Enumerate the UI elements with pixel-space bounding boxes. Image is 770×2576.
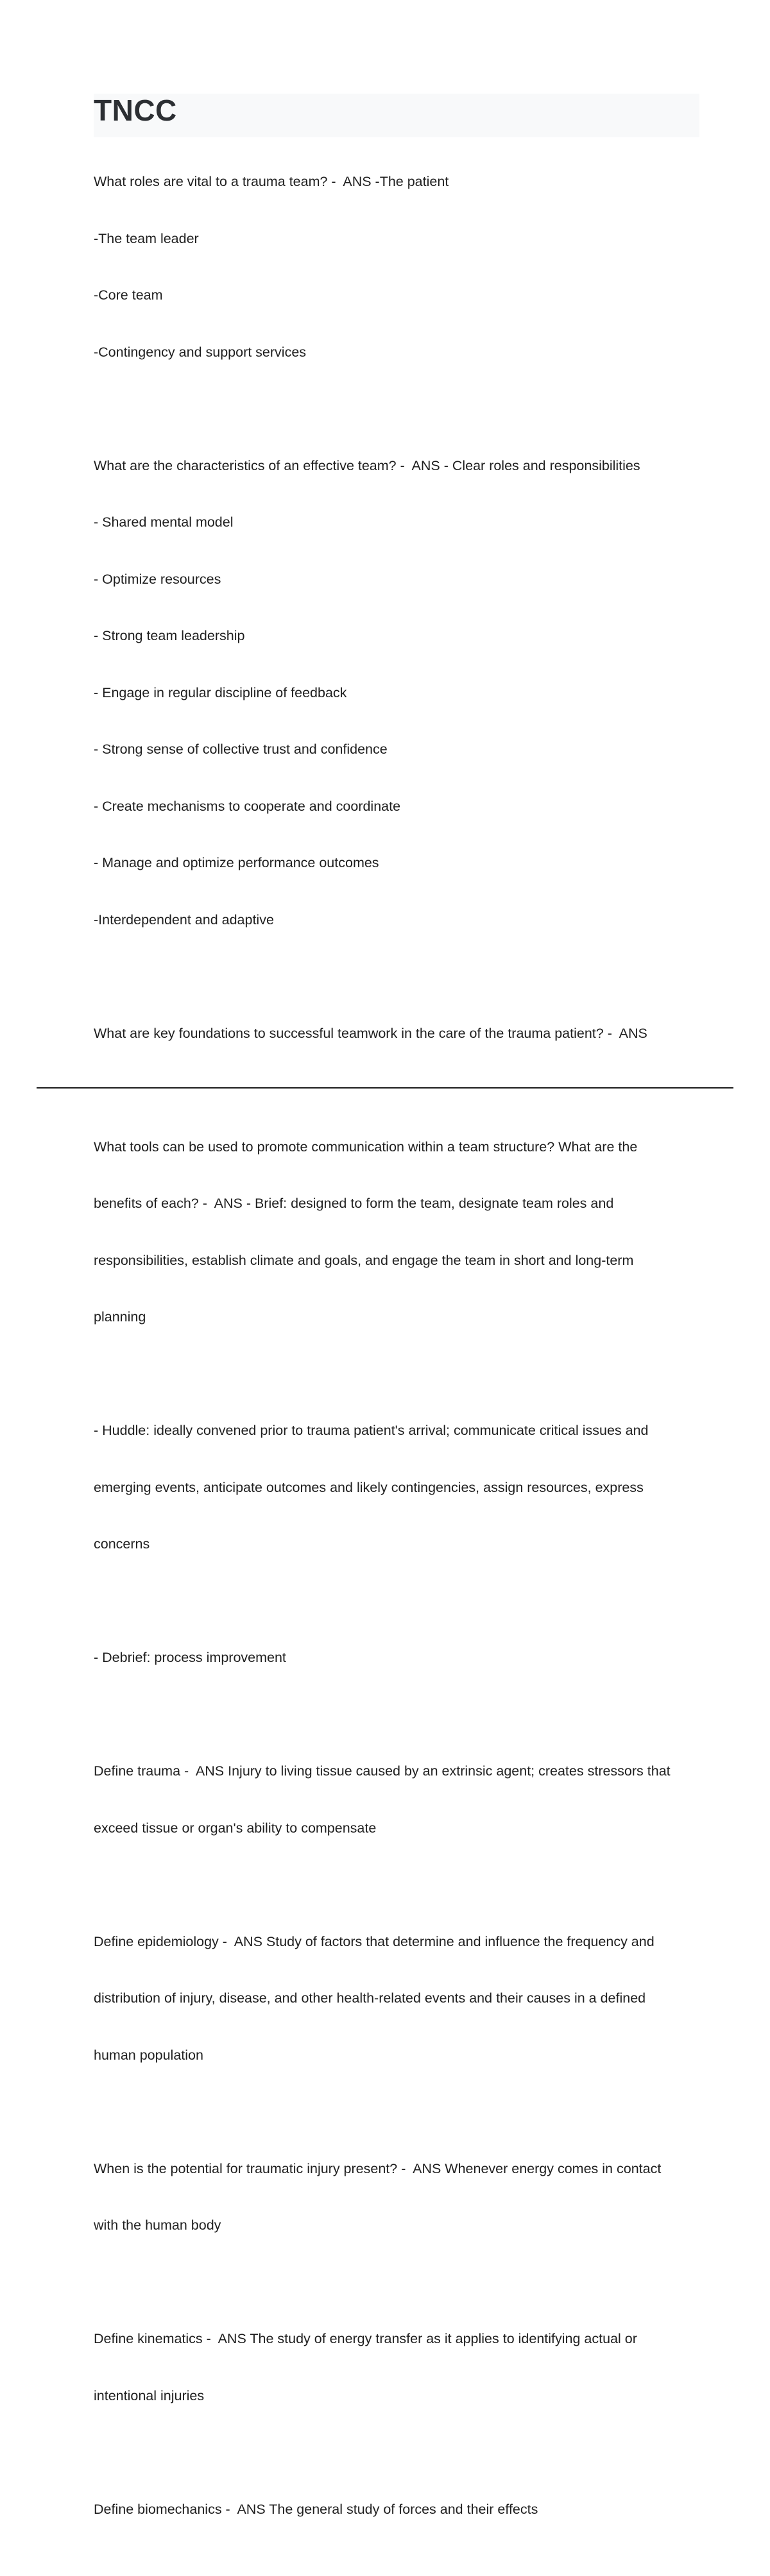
qa-block <box>94 135 699 400</box>
text-line: Define kinematics - ANS The study of energy transfer as it applies to identifying actual or <box>94 2331 637 2346</box>
text-line: concerns <box>94 1536 150 1552</box>
text-line: Define biomechanics - ANS The general study of forces and their effects <box>94 2501 538 2517</box>
text-line: - Manage and optimize performance outcomes <box>94 855 379 870</box>
qa-block <box>94 2122 699 2273</box>
text-line: distribution of injury, disease, and other health-related events and their causes in a defined <box>94 1990 646 2006</box>
qa-block <box>94 1611 699 1706</box>
text-line: - Engage in regular discipline of feedback <box>94 684 347 700</box>
text-line: - Create mechanisms to cooperate and coordinate <box>94 798 401 814</box>
qa-block <box>94 2462 699 2557</box>
text-line: - Debrief: process improvement <box>94 1650 286 1665</box>
text-line: What tools can be used to promote communication within a team structure? What are the <box>94 1139 638 1155</box>
text-line: - Strong team leadership <box>94 628 245 643</box>
text-line: intentional injuries <box>94 2387 205 2403</box>
text-line: human population <box>94 2047 203 2063</box>
text-line: planning <box>94 1309 146 1325</box>
text-line: - Optimize resources <box>94 571 221 587</box>
footer-divider <box>37 1087 733 1089</box>
qa-block <box>94 1724 699 1876</box>
text-line: -The team leader <box>94 230 199 246</box>
text-line: Define trauma - ANS Injury to living tissue caused by an extrinsic agent; creates stressors that <box>94 1763 671 1779</box>
text-line: When is the potential for traumatic injury present? - ANS Whenever energy comes in contact <box>94 2160 662 2176</box>
document-body <box>94 135 699 2576</box>
text-line: What roles are vital to a trauma team? - ANS -The patient <box>94 174 449 189</box>
text-line: - Strong sense of collective trust and confidence <box>94 741 388 757</box>
qa-block <box>94 1100 699 1365</box>
title-band <box>94 94 699 137</box>
text-line: -Contingency and support services <box>94 344 307 360</box>
text-line: responsibilities, establish climate and goals, and engage the team in short and long-term <box>94 1252 634 1268</box>
qa-block <box>94 987 699 1081</box>
text-line: exceed tissue or organ's ability to compensate <box>94 1820 377 1836</box>
text-line: What are the characteristics of an effective team? - ANS - Clear roles and responsibilities <box>94 457 640 473</box>
qa-block <box>94 419 699 968</box>
qa-block <box>94 1384 699 1592</box>
qa-block <box>94 1895 699 2103</box>
text-line: emerging events, anticipate outcomes and likely contingencies, assign resources, express <box>94 1479 644 1495</box>
text-line: -Interdependent and adaptive <box>94 911 274 928</box>
qa-block <box>94 2292 699 2443</box>
page-title: TNCC <box>94 94 177 127</box>
text-line: with the human body <box>94 2217 221 2233</box>
text-line: What are key foundations to successful teamwork in the care of the trauma patient? - ANS <box>94 1025 647 1041</box>
text-line: Define epidemiology - ANS Study of factors that determine and influence the frequency and <box>94 1933 654 1949</box>
text-line: benefits of each? - ANS - Brief: designed to form the team, designate team roles and <box>94 1196 614 1211</box>
text-line: - Huddle: ideally convened prior to trauma patient's arrival; communicate critical issues and <box>94 1423 649 1438</box>
text-line: - Shared mental model <box>94 514 234 530</box>
text-line: -Core team <box>94 287 163 303</box>
